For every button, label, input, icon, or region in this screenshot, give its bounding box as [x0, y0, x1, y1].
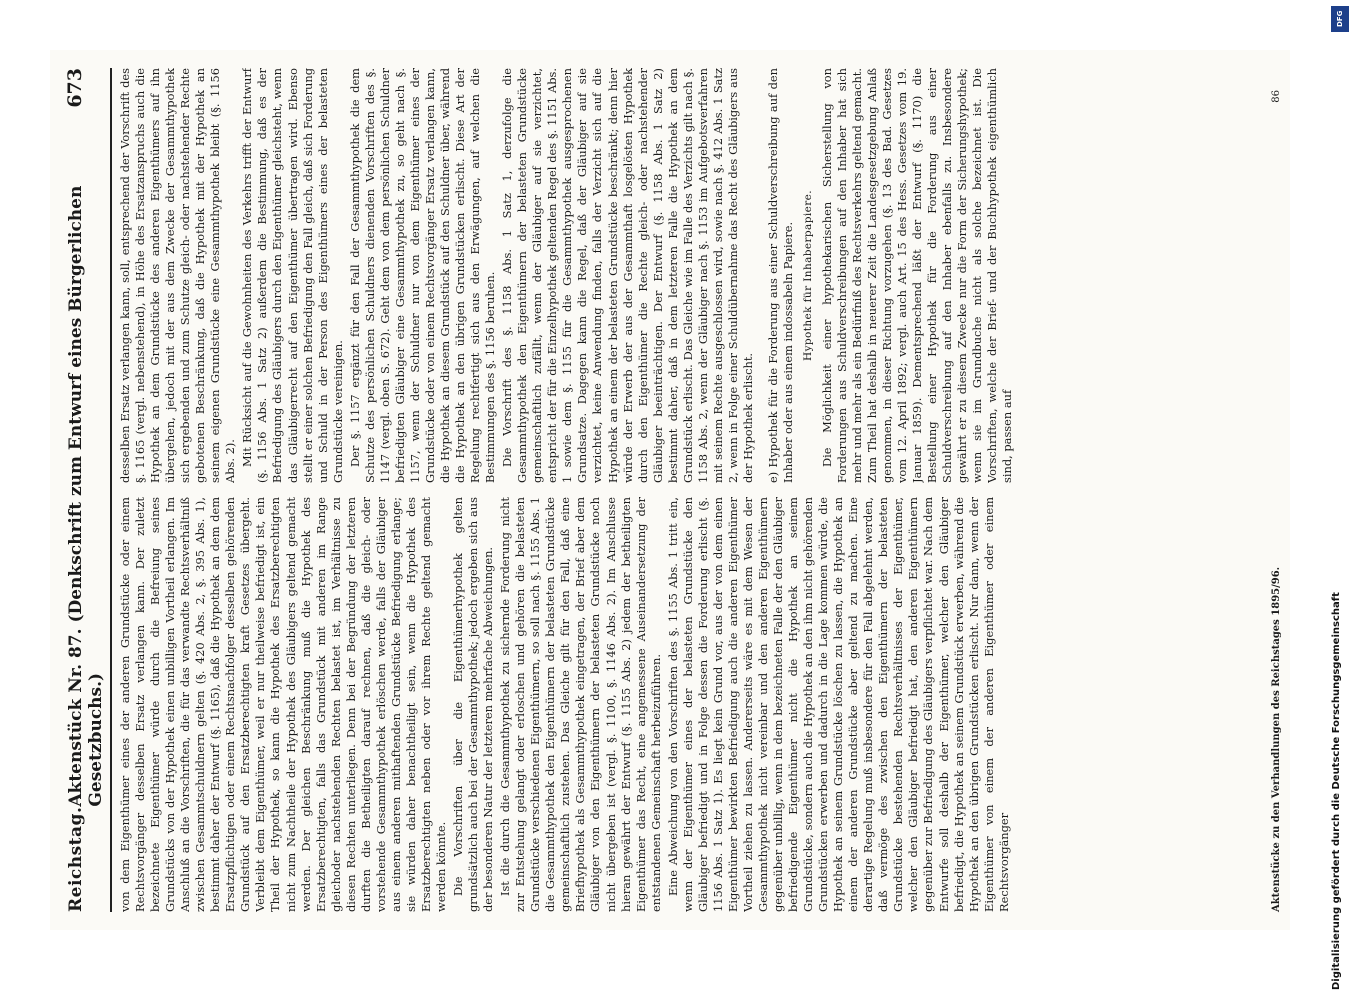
paragraph: Mit Rücksicht auf die Gewohnheiten des Verkehrs trifft der Entwurf (§. 1156 Abs. 1 Satz 2) außerdem die Bestimmung, daß es der Befriedigung des Gläubigers durch den Eigenthümer gleichsteht, wenn das Gläubigerrecht auf den Eigenthümer übertragen wird. Ebenso stellt er einer solchen Befriedigung den Fall gleich, daß sich Forderung und Schuld in der Person des Eigenthümers eines der belasteten Grundstücke vereinigen.	[240, 68, 345, 483]
paragraph: Der §. 1157 ergänzt für den Fall der Gesammthypothek die dem Schutze des persönlichen Schuldners dienenden Vorschriften des §. 1147 (vergl. oben S. 672). Geht dem von dem persönlichen Schuldner befriedigten Gläubiger eine Gesammthypothek zu, so geht nach §. 1157, wenn der Schuldner nur von dem Eigenthümer eines der Grundstücke oder von einem Rechtsvorgänger Ersatz verlangen kann, die Hypothek an diesem Grundstück auf den Schuldner über, während die Hypothek an den übrigen Grundstücken erlischt. Diese Art der Regelung rechtfertigt sich aus den Erwägungen, auf welchen die Bestimmungen des §. 1156 beruhen.	[347, 68, 498, 483]
paragraph: Eine Abweichung von den Vorschriften des §. 1155 Abs. 1 tritt ein, wenn der Eigenthümer eines der belasteten Grundstücke den Gläubiger befriedigt und in Folge dessen die Forderung erlischt (§. 1156 Abs. 1 Satz 1). Es liegt kein Grund vor, aus der von dem einen Eigenthümer bewirkten Befriedigung auch die anderen Eigenthümer Vortheil ziehen zu lassen. Andererseits wäre es mit dem Wesen der Gesammthypothek nicht vereinbar und den anderen Eigenthümern gegenüber unbillig, wenn in dem bezeichneten Falle der den Gläubiger befriedigende Eigenthümer nicht die Hypothek an seinem Grundstücke, sondern auch die Hypothek an den ihm nicht gehörenden Grundstücken erwerben und dadurch in die Lage kommen würde, die Hypothek an seinem Grundstücke löschen zu lassen, die Hypothek an einem der anderen Grundstücke aber geltend zu machen. Eine derartige Regelung muß insbesondere für den Fall abgelehnt werden, daß vermöge des zwischen den Eigenthümern der belasteten Grundstücke bestehenden Rechtsverhältnisses der Eigenthümer, welcher den Gläubiger befriedigt hat, den anderen Eigenthümern gegenüber zur Befriedigung des Gläubigers verpflichtet war. Nach dem Entwurfe soll deshalb der Eigenthümer, welcher den Gläubiger befriedigt, die Hypothek an seinem Grundstück erwerben, während die Hypothek an den übrigen Grundstücken erlischt. Nur dann, wenn der Eigenthümer von einem der anderen Eigenthümer oder einem Rechtsvorgänger	[665, 497, 1011, 912]
page-number: 673	[64, 68, 86, 108]
paragraph: Die Vorschriften über die Eigenthümerhypothek gelten grundsätzlich auch bei der Gesammthypothek; jedoch ergeben sich aus der besonderen Natur der letzteren mehrfache Abweichungen.	[451, 497, 496, 912]
column-right	[118, 68, 1268, 483]
digitization-stamp	[1325, 0, 1353, 1000]
subheading: Hypothek für Inhaberpapiere.	[802, 190, 815, 361]
header-title: Aktenstück Nr. 87. (Denkschrift zum Entwurf eines Bürgerlichen Gesetzbuchs.)	[66, 185, 106, 807]
paragraph: Ist die durch die Gesammthypothek zu sichernde Forderung nicht zur Entstehung gelangt oder erloschen und gehören die belasteten Grundstücke verschiedenen Eigenthümern, so soll nach §. 1155 Abs. 1 die Gesammthypothek den Eigenthümern der belasteten Grundstücke gemeinschaftlich zustehen. Das Gleiche gilt für den Fall, daß eine Briefhypothek als Gesammthypothek eingetragen, der Brief aber dem Gläubiger von den Eigenthümern der belasteten Grundstücke noch nicht übergeben ist (vergl. §. 1100, §. 1146 Abs. 2). Im Anschlusse hieran gewährt der Entwurf (§. 1155 Abs. 2) jedem der betheiligten Eigenthümer das Recht, eine angemessene Auseinandersetzung der entstandenen Gemeinschaft herbeizuführen.	[498, 497, 663, 912]
paragraph: Die Möglichkeit einer hypothekarischen Sicherstellung von Forderungen aus Schuldverschreibungen auf den Inhaber hat sich mehr und mehr als ein Bedürfniß des Rechtsverkehrs geltend gemacht. Zum Theil hat deshalb in neuerer Zeit die Landesgesetzgebung Anlaß genommen, in dieser Richtung vorzugehen (§. 13 des Bad. Gesetzes vom 12. April 1892; vergl. auch Art. 15 des Hess. Gesetzes vom 19. Januar 1859). Dementsprechend läßt der Entwurf (§. 1170) die Bestellung einer Hypothek für die Forderung aus einer Schuldverschreibung auf den Inhaber ebenfalls zu. Insbesondere gewährt er zu diesem Zwecke nur die Form der Sicherungshypothek; wenn sie im Grundbuche nicht als solche bezeichnet ist. Die Vorschriften, welche der Brief- und der Buchhypothek eigenthümlich sind, passen auf	[819, 68, 1015, 483]
paragraph: desselben Ersatz verlangen kann, soll, entsprechend der Vorschrift des §. 1165 (vergl. nebenstehend), in Höhe des Ersatzanspruchs auch die Hypothek an dem Grundstücke des anderen Eigenthümers auf ihn übergehen, jedoch mit der aus dem Zwecke der Gesammthypothek sich ergebenden und zum Schutze gleich- oder nachstehender Rechte gebotenen Beschränkung, daß die Hypothek mit der Hypothek an seinem eigenen Grundstücke eine Gesammthypothek bleibt (§. 1156 Abs. 2).	[118, 68, 238, 483]
signature-mark: 86	[1271, 90, 1282, 103]
page-header	[64, 68, 112, 912]
document-page	[50, 50, 1290, 930]
dfg-logo-icon: DFG	[1331, 6, 1349, 32]
header-left: Reichstag.	[66, 806, 86, 912]
page-footer: Aktenstücke zu den Verhandlungen des Reichstages 1895/96.	[1271, 566, 1282, 912]
paragraph: Die Vorschrift des §. 1158 Abs. 1 Satz 1, derzufolge die Gesammthypothek den Eigenthümern der belasteten Grundstücke gemeinschaftlich zufällt, wenn der Gläubiger auf sie verzichtet, entspricht der für die Einzelhypothek geltenden Regel des §. 1151 Abs. 1 sowie dem §. 1155 für die Gesammthypothek ausgesprochenen Grundsatze. Dagegen kann die Regel, daß der Gläubiger auf sie verzichtet, keine Anwendung finden, falls der Verzicht sich auf die Hypothek an einem der belasteten Grundstücke beschränkt; denn hier würde der Erwerb der aus der Gesammthaft losgelösten Hypothek durch den Eigenthümer die Rechte gleich- oder nachstehender Gläubiger beeinträchtigen. Der Entwurf (§. 1158 Abs. 1 Satz 2) bestimmt daher, daß in dem letzteren Falle die Hypothek an dem Grundstück erlischt. Das Gleiche wie im Falle des Verzichts gilt nach §. 1158 Abs. 2, wenn der Gläubiger nach §. 1153 im Aufgebotsverfahren mit seinem Rechte ausgeschlossen wird, sowie nach §. 412 Abs. 1 Satz 2, wenn in Folge einer Schuldübernahme das Recht des Gläubigers aus der Hypothek erlischt.	[500, 68, 755, 483]
text-columns	[118, 68, 1268, 912]
paragraph: von dem Eigenthümer eines der anderen Grundstücke oder einem Rechtsvorgänger desselben Ersatz verlangen kann. Der zuletzt bezeichnete Eigenthümer würde durch die Befreiung seines Grundstücks von der Hypothek einen unbilligen Vortheil erlangen. Im Anschluß an die Vorschriften, die für das verwandte Rechtsverhältniß zwischen Gesammtschuldnern gelten (§. 420 Abs. 2, §. 395 Abs. 1), bestimmt daher der Entwurf (§. 1165), daß die Hypothek an dem dem Ersatzpflichtigen oder einem Rechtsnachfolger desselben gehörenden Grundstück auf den Ersatzberechtigten kraft Gesetzes übergeht. Verbleibt dem Eigenthümer, weil er nur theilweise befriedigt ist, ein Theil der Hypothek, so kann die Hypothek des Ersatzberechtigten nicht zum Nachtheile der Hypothek des Gläubigers geltend gemacht werden. Der gleichen Beschränkung muß die Hypothek des Ersatzberechtigten, falls das Grundstück mit anderen im Range gleichoder nachstehenden Rechten belastet ist, im Verhältnisse zu diesen Rechten unterliegen. Denn bei der Begründung der letzteren durften die Betheiligten darauf rechnen, daß die gleich- oder vorstehende Gesammthypothek erlöschen werde, falls der Gläubiger aus einem anderen mithaftenden Grundstücke Befriedigung erlange; sie würden daher benachtheiligt sein, wenn die Hypothek des Ersatzberechtigten neben oder vor ihrem Rechte geltend gemacht werden könnte.	[118, 497, 448, 912]
digitization-note: Digitalisierung gefördert durch die Deutsche Forschungsgemeinschaft	[1331, 592, 1342, 990]
column-left	[118, 497, 1268, 912]
section-heading: e) Hypothek für die Forderung aus einer Schuldverschreibung auf den Inhaber oder aus einem indossabeln Papiere.	[765, 68, 796, 483]
